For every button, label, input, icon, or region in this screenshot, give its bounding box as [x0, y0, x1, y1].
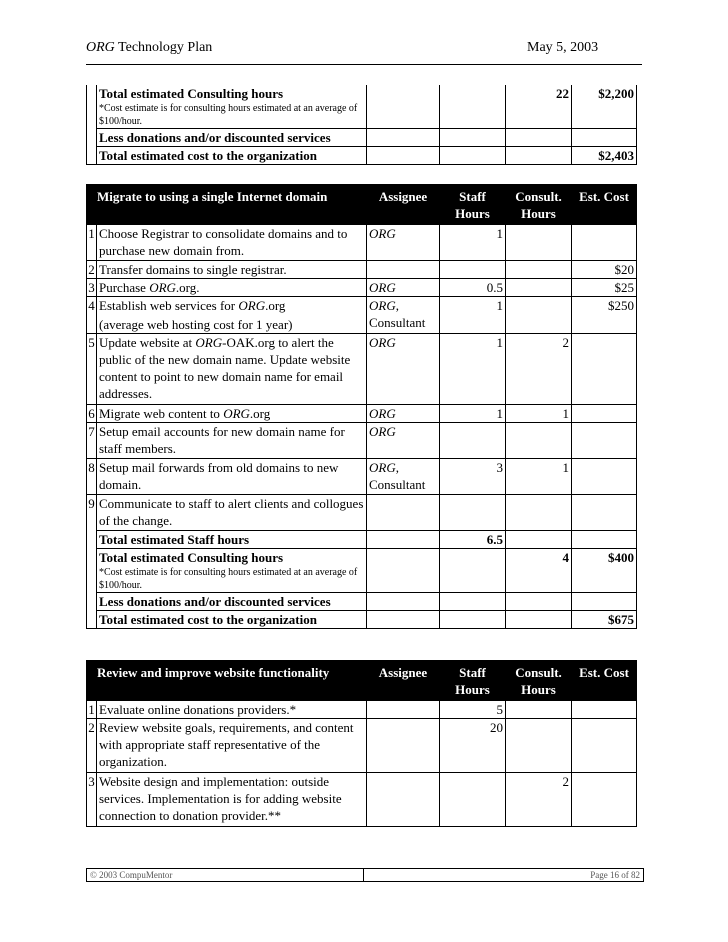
assignee: [367, 297, 440, 334]
staff-hours: 1: [440, 297, 506, 334]
task-text-part: .org: [265, 298, 286, 313]
row-number: 3: [87, 773, 97, 827]
migrate-domain-table: [86, 184, 637, 629]
task-text: Review website goals, requirements, and content with appropriate staff representative of the organization.: [97, 719, 367, 773]
assignee: [367, 701, 440, 719]
task-text-part: Purchase: [99, 280, 150, 295]
title-rest: Technology Plan: [114, 40, 213, 55]
assignee-org: ORG: [369, 226, 396, 241]
assignee: [367, 405, 440, 423]
section-header-row: [87, 185, 637, 225]
col-assignee: Assignee: [367, 661, 440, 701]
task-text: Choose Registrar to consolidate domains and to purchase new domain from.: [97, 225, 367, 261]
consult-hours-total: 4: [506, 549, 572, 593]
row-number: 1: [88, 702, 95, 717]
consult-cost: $2,200: [572, 85, 637, 129]
col-staff-2: Hours: [455, 682, 490, 697]
row-number: 3: [88, 280, 95, 295]
title-org: ORG: [86, 40, 115, 55]
task-text-part: .org.: [175, 280, 200, 295]
staff-total-label: Total estimated Staff hours: [97, 531, 367, 549]
staff-hours: 20: [440, 719, 506, 773]
consult-hours: [506, 279, 572, 297]
est-cost: [572, 225, 637, 261]
total-label: Total estimated cost to the organization: [97, 611, 367, 629]
consult-hours: 1: [506, 405, 572, 423]
consult-hours: [506, 225, 572, 261]
task-text: [97, 279, 367, 297]
row-number: 2: [87, 719, 97, 773]
section-header-row: [87, 661, 637, 701]
consult-hours: 22: [506, 85, 572, 129]
table-row: [87, 495, 637, 531]
row-number: 8: [87, 459, 97, 495]
col-staff-1: Staff: [459, 665, 486, 680]
task-text: Communicate to staff to alert clients and collogues of the change.: [97, 495, 367, 531]
task-text: Setup mail forwards from old domains to new domain.: [97, 459, 367, 495]
consult-hours: 2: [506, 334, 572, 405]
table-row: [87, 147, 637, 165]
assignee-org: ORG: [369, 460, 396, 475]
table-row: [87, 549, 637, 593]
assignee-sep: ,: [395, 460, 399, 475]
col-consult-1: Consult.: [515, 665, 562, 680]
staff-total: 6.5: [440, 531, 506, 549]
table-row: [87, 334, 637, 405]
table-row: [87, 297, 637, 334]
consult-label: Total estimated Consulting hours: [99, 550, 284, 565]
est-cost: [572, 405, 637, 423]
table-row: [87, 701, 637, 719]
est-cost: [572, 719, 637, 773]
table-row: [87, 85, 637, 129]
assignee: [367, 225, 440, 261]
assignee-org: ORG: [369, 406, 396, 421]
est-cost: [572, 423, 637, 459]
row-number: 7: [87, 423, 97, 459]
col-consult-hours: [506, 185, 572, 225]
est-cost: [572, 701, 637, 719]
staff-hours: 1: [440, 405, 506, 423]
est-cost: $250: [572, 297, 637, 334]
assignee: [367, 279, 440, 297]
row-number: 2: [88, 262, 95, 277]
est-cost: [572, 334, 637, 405]
task-text-part: Establish web services for: [99, 298, 239, 313]
col-consult-2: Hours: [521, 682, 556, 697]
table-row: [87, 593, 637, 611]
task-text-org: ORG: [149, 280, 176, 295]
consult-hours: [506, 719, 572, 773]
doc-title: [86, 40, 212, 55]
page-footer: [86, 868, 644, 882]
website-functionality-table: [86, 660, 637, 827]
table-row: [87, 423, 637, 459]
assignee-org: ORG: [369, 335, 396, 350]
consult-hours: [506, 495, 572, 531]
task-text-org: ORG: [238, 298, 266, 313]
assignee: [367, 773, 440, 827]
less-label: Less donations and/or discounted services: [97, 129, 367, 147]
assignee-org: ORG: [369, 298, 396, 313]
staff-hours: 3: [440, 459, 506, 495]
assignee: [367, 423, 440, 459]
assignee: [367, 334, 440, 405]
staff-hours: [440, 495, 506, 531]
est-cost: $20: [572, 261, 637, 279]
header-rule: [86, 64, 642, 65]
table-row: [87, 279, 637, 297]
table-row: [87, 719, 637, 773]
task-text: Evaluate online donations providers.*: [97, 701, 367, 719]
task-text: Website design and implementation: outside services. Implementation is for adding website connection to donation provider.**: [97, 773, 367, 827]
consult-label: Total estimated Consulting hours: [99, 86, 284, 101]
staff-hours: 0.5: [440, 279, 506, 297]
task-text: [97, 334, 367, 405]
consult-hours: [506, 261, 572, 279]
task-text: [97, 405, 367, 423]
est-cost: $25: [572, 279, 637, 297]
assignee: [367, 459, 440, 495]
continued-summary-table: [86, 85, 637, 165]
consult-hours: 1: [506, 459, 572, 495]
col-staff-hours: [440, 661, 506, 701]
task-text-part: Update website at: [99, 335, 196, 350]
est-cost: [572, 773, 637, 827]
assignee: [367, 719, 440, 773]
col-est-cost: Est. Cost: [572, 661, 637, 701]
table-row: [87, 531, 637, 549]
assignee-org: ORG: [369, 280, 396, 295]
col-staff-2: Hours: [455, 206, 490, 221]
table-row: [87, 773, 637, 827]
less-label: Less donations and/or discounted services: [97, 593, 367, 611]
staff-hours: [440, 261, 506, 279]
table-row: [87, 459, 637, 495]
table-row: [87, 261, 637, 279]
copyright: © 2003 CompuMentor: [90, 870, 173, 880]
row-number: 9: [87, 495, 97, 531]
task-text: Transfer domains to single registrar.: [97, 261, 367, 279]
col-consult-2: Hours: [521, 206, 556, 221]
col-assignee: Assignee: [367, 185, 440, 225]
task-text-part: (average web hosting cost for 1 year): [99, 317, 293, 332]
assignee: [367, 261, 440, 279]
est-cost: [572, 459, 637, 495]
row-number: 5: [87, 334, 97, 405]
assignee-consultant: Consultant: [369, 315, 426, 330]
staff-hours: 1: [440, 334, 506, 405]
assignee-org: ORG: [369, 424, 396, 439]
assignee-sep: ,: [395, 298, 399, 313]
task-text-part: -OAK.org to alert the public of the new domain name. Update website content to point to new domain name for email addresses.: [99, 335, 351, 401]
task-text: [97, 297, 367, 334]
table-row: [87, 129, 637, 147]
col-est-cost: Est. Cost: [572, 185, 637, 225]
footer-divider: [363, 869, 364, 881]
table-row: [87, 611, 637, 629]
consult-note: *Cost estimate is for consulting hours estimated at an average of $100/hour.: [99, 103, 358, 127]
total-cost: $2,403: [572, 147, 637, 165]
section-title: Migrate to using a single Internet domain: [87, 185, 367, 225]
assignee: [367, 495, 440, 531]
col-staff-1: Staff: [459, 189, 486, 204]
staff-hours: 5: [440, 701, 506, 719]
est-cost: [572, 495, 637, 531]
col-consult-1: Consult.: [515, 189, 562, 204]
doc-date: May 5, 2003: [527, 40, 599, 55]
row-number: 4: [87, 297, 97, 334]
task-text-part: Migrate web content to: [99, 406, 224, 421]
row-number: 6: [88, 406, 95, 421]
table-row: [87, 225, 637, 261]
consult-hours: [506, 423, 572, 459]
staff-hours: [440, 423, 506, 459]
consult-hours: 2: [506, 773, 572, 827]
task-text: Setup email accounts for new domain name for staff members.: [97, 423, 367, 459]
staff-hours: [440, 773, 506, 827]
page-number: Page 16 of 82: [590, 870, 640, 880]
staff-hours: 1: [440, 225, 506, 261]
section-title: Review and improve website functionality: [87, 661, 367, 701]
total-cost: $675: [572, 611, 637, 629]
task-text-org: ORG: [195, 335, 223, 350]
col-consult-hours: [506, 661, 572, 701]
task-text-part: .org: [249, 406, 271, 421]
table-row: [87, 405, 637, 423]
consult-hours: [506, 701, 572, 719]
consult-note: *Cost estimate is for consulting hours estimated at an average of $100/hour.: [99, 567, 358, 591]
task-text-org: ORG: [223, 406, 250, 421]
consult-hours: [506, 297, 572, 334]
total-label: Total estimated cost to the organization: [97, 147, 367, 165]
col-staff-hours: [440, 185, 506, 225]
assignee-consultant: Consultant: [369, 477, 426, 492]
consult-cost: $400: [572, 549, 637, 593]
page-header: [86, 40, 651, 56]
row-number: 1: [87, 225, 97, 261]
